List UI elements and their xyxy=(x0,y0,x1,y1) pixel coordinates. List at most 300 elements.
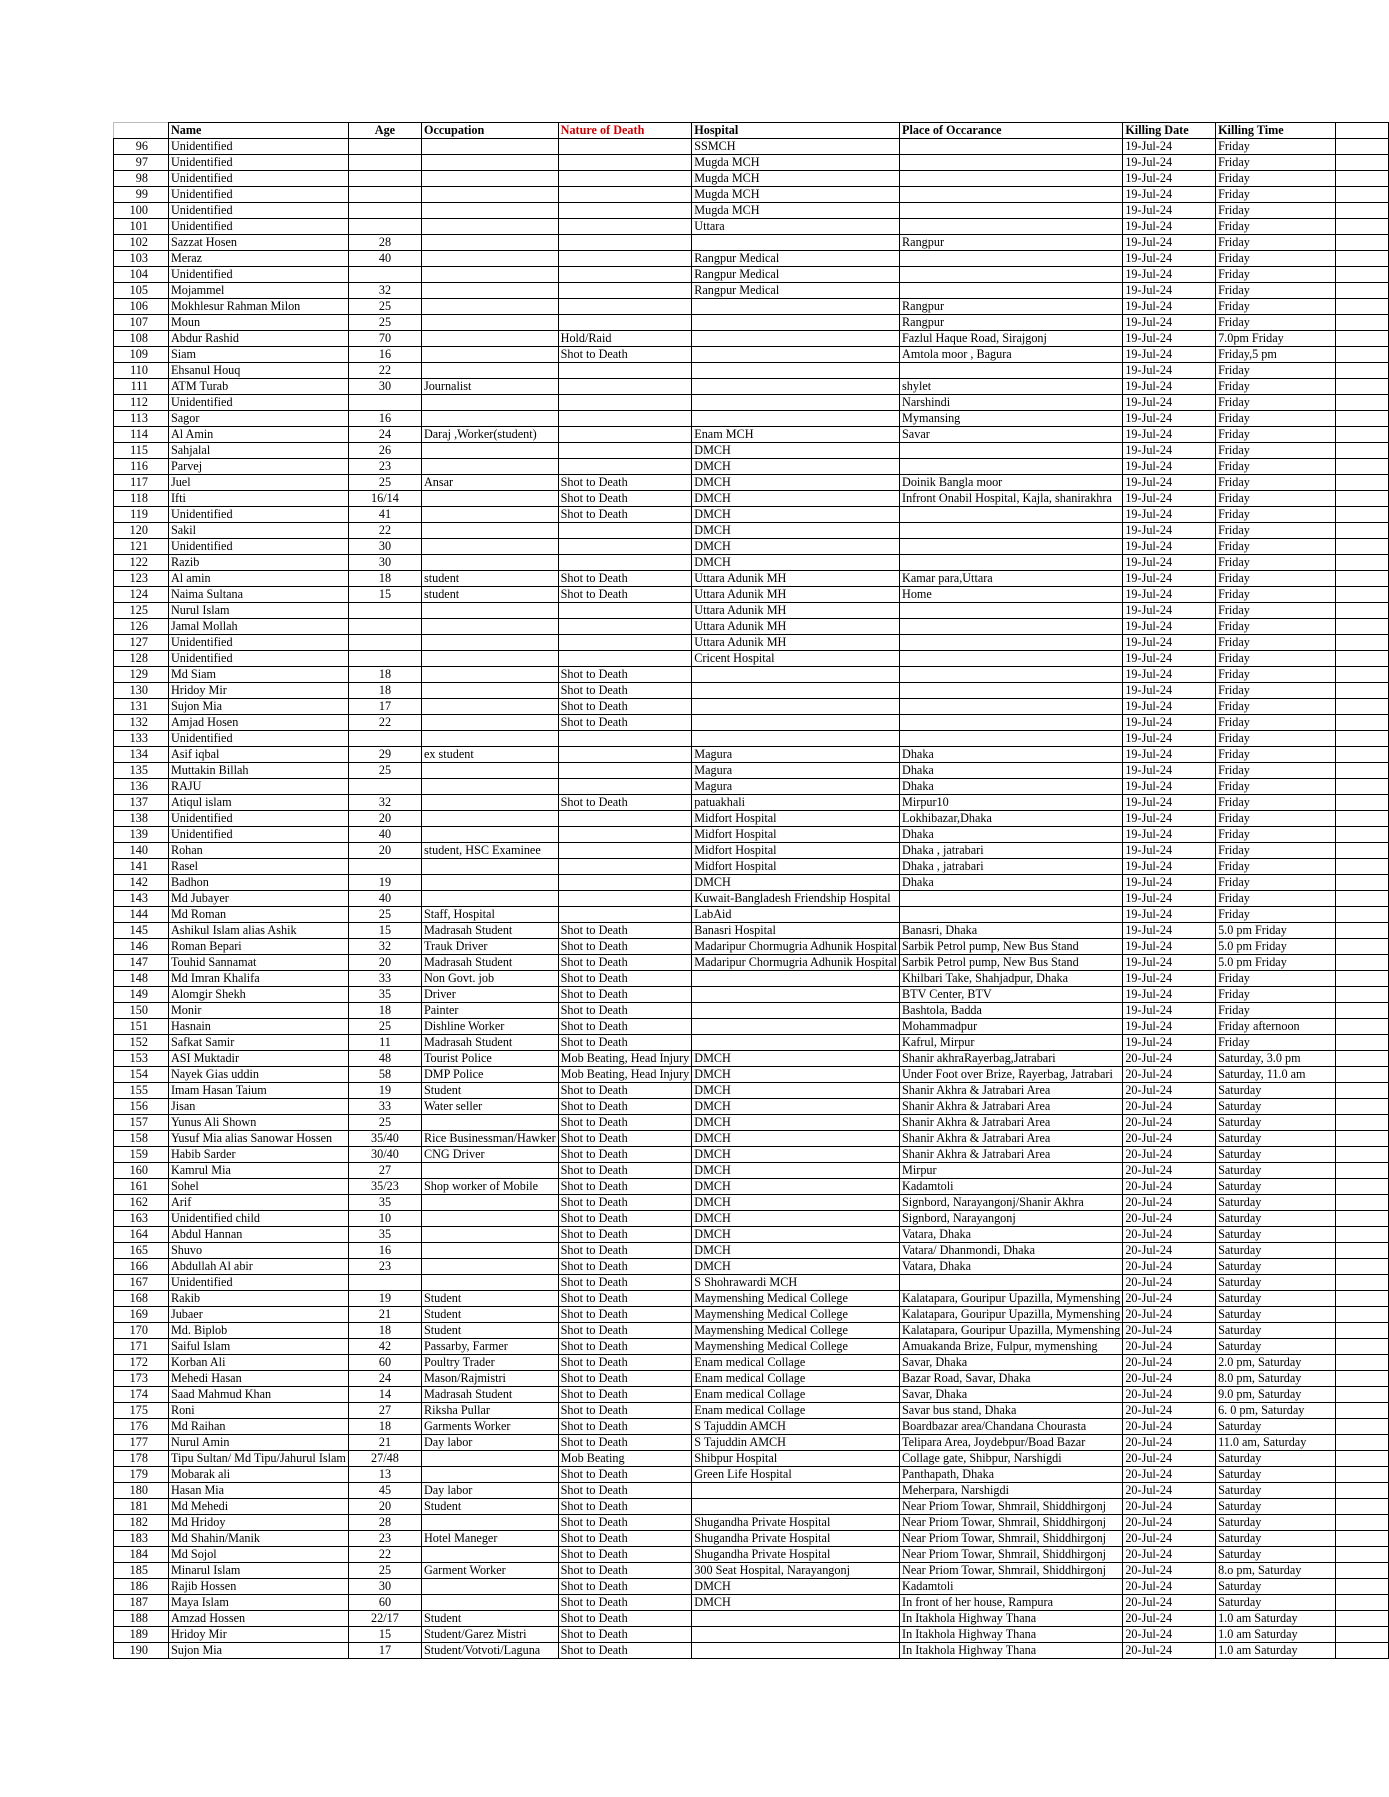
cell-number: 168 xyxy=(114,1291,169,1307)
cell-nature-of-death: Shot to Death xyxy=(558,1195,692,1211)
cell-name: Yunus Ali Shown xyxy=(168,1115,348,1131)
cell-nature-of-death: Shot to Death xyxy=(558,347,692,363)
cell-name: Md Roman xyxy=(168,907,348,923)
cell-occupation: Madrasah Student xyxy=(421,955,558,971)
cell-hospital: DMCH xyxy=(692,491,900,507)
cell-killing-time: Friday xyxy=(1216,667,1336,683)
cell-extra xyxy=(1336,859,1389,875)
cell-hospital: Enam medical Collage xyxy=(692,1355,900,1371)
cell-place: Shanir Akhra & Jatrabari Area xyxy=(900,1099,1123,1115)
cell-name: Hasnain xyxy=(168,1019,348,1035)
cell-age: 22/17 xyxy=(348,1611,421,1627)
cell-nature-of-death: Shot to Death xyxy=(558,1259,692,1275)
cell-occupation: Journalist xyxy=(421,379,558,395)
table-row xyxy=(114,555,1389,571)
cell-killing-time: Friday xyxy=(1216,283,1336,299)
cell-nature-of-death xyxy=(558,379,692,395)
cell-occupation xyxy=(421,1515,558,1531)
cell-name: Alomgir Shekh xyxy=(168,987,348,1003)
cell-age: 21 xyxy=(348,1435,421,1451)
cell-nature-of-death: Shot to Death xyxy=(558,571,692,587)
cell-age: 16 xyxy=(348,411,421,427)
cell-age: 19 xyxy=(348,875,421,891)
cell-extra xyxy=(1336,539,1389,555)
cell-nature-of-death: Shot to Death xyxy=(558,667,692,683)
cell-hospital: DMCH xyxy=(692,1243,900,1259)
cell-number: 109 xyxy=(114,347,169,363)
cell-killing-date: 19-Jul-24 xyxy=(1123,779,1216,795)
cell-occupation: Madrasah Student xyxy=(421,1035,558,1051)
cell-nature-of-death xyxy=(558,219,692,235)
cell-age: 30 xyxy=(348,1579,421,1595)
cell-place: Kalatapara, Gouripur Upazilla, Mymenshing xyxy=(900,1307,1123,1323)
cell-killing-time: 8.o pm, Saturday xyxy=(1216,1563,1336,1579)
cell-extra xyxy=(1336,923,1389,939)
cell-occupation xyxy=(421,523,558,539)
cell-place: Lokhibazar,Dhaka xyxy=(900,811,1123,827)
table-row xyxy=(114,1611,1389,1627)
cell-occupation: Hotel Maneger xyxy=(421,1531,558,1547)
cell-nature-of-death xyxy=(558,875,692,891)
cell-occupation: Painter xyxy=(421,1003,558,1019)
cell-killing-time: Friday xyxy=(1216,139,1336,155)
cell-name: Unidentified xyxy=(168,651,348,667)
cell-name: Razib xyxy=(168,555,348,571)
cell-age: 28 xyxy=(348,235,421,251)
cell-killing-time: Saturday xyxy=(1216,1211,1336,1227)
cell-killing-date: 20-Jul-24 xyxy=(1123,1259,1216,1275)
cell-occupation: Mason/Rajmistri xyxy=(421,1371,558,1387)
table-row xyxy=(114,443,1389,459)
cell-number: 99 xyxy=(114,187,169,203)
cell-age: 23 xyxy=(348,1259,421,1275)
table-row xyxy=(114,1435,1389,1451)
cell-occupation: Water seller xyxy=(421,1099,558,1115)
cell-age: 40 xyxy=(348,891,421,907)
cell-extra xyxy=(1336,1467,1389,1483)
cell-nature-of-death xyxy=(558,283,692,299)
cell-number: 97 xyxy=(114,155,169,171)
cell-killing-time: Saturday xyxy=(1216,1515,1336,1531)
cell-killing-date: 19-Jul-24 xyxy=(1123,1035,1216,1051)
cell-killing-time: Friday xyxy=(1216,171,1336,187)
cell-extra xyxy=(1336,491,1389,507)
cell-nature-of-death: Shot to Death xyxy=(558,971,692,987)
cell-number: 151 xyxy=(114,1019,169,1035)
cell-name: Parvej xyxy=(168,459,348,475)
table-row xyxy=(114,171,1389,187)
table-row xyxy=(114,715,1389,731)
cell-killing-time: 8.0 pm, Saturday xyxy=(1216,1371,1336,1387)
cell-extra xyxy=(1336,987,1389,1003)
cell-killing-time: Saturday xyxy=(1216,1323,1336,1339)
cell-occupation xyxy=(421,667,558,683)
cell-nature-of-death: Shot to Death xyxy=(558,1643,692,1659)
cell-extra xyxy=(1336,907,1389,923)
cell-occupation: Madrasah Student xyxy=(421,923,558,939)
cell-nature-of-death: Shot to Death xyxy=(558,507,692,523)
cell-killing-date: 19-Jul-24 xyxy=(1123,603,1216,619)
cell-killing-time: Friday xyxy=(1216,715,1336,731)
cell-nature-of-death: Shot to Death xyxy=(558,683,692,699)
cell-killing-time: Friday xyxy=(1216,843,1336,859)
cell-number: 169 xyxy=(114,1307,169,1323)
cell-killing-date: 20-Jul-24 xyxy=(1123,1211,1216,1227)
table-row xyxy=(114,1643,1389,1659)
cell-killing-date: 19-Jul-24 xyxy=(1123,843,1216,859)
cell-name: Tipu Sultan/ Md Tipu/Jahurul Islam xyxy=(168,1451,348,1467)
cell-name: Sahjalal xyxy=(168,443,348,459)
cell-killing-time: Friday xyxy=(1216,875,1336,891)
cell-number: 163 xyxy=(114,1211,169,1227)
cell-killing-time: Saturday xyxy=(1216,1083,1336,1099)
cell-killing-date: 20-Jul-24 xyxy=(1123,1563,1216,1579)
cell-hospital: Shugandha Private Hospital xyxy=(692,1531,900,1547)
cell-killing-time: Friday xyxy=(1216,571,1336,587)
cell-nature-of-death: Shot to Death xyxy=(558,795,692,811)
cell-name: Safkat Samir xyxy=(168,1035,348,1051)
cell-killing-time: Friday xyxy=(1216,203,1336,219)
cell-extra xyxy=(1336,763,1389,779)
table-row xyxy=(114,795,1389,811)
cell-name: Sujon Mia xyxy=(168,699,348,715)
cell-occupation xyxy=(421,1163,558,1179)
cell-name: ASI Muktadir xyxy=(168,1051,348,1067)
table-row xyxy=(114,1243,1389,1259)
cell-killing-time: 5.0 pm Friday xyxy=(1216,939,1336,955)
cell-place xyxy=(900,523,1123,539)
cell-killing-date: 19-Jul-24 xyxy=(1123,571,1216,587)
cell-place: Dhaka xyxy=(900,763,1123,779)
cell-hospital: Midfort Hospital xyxy=(692,811,900,827)
cell-age: 15 xyxy=(348,587,421,603)
cell-place xyxy=(900,187,1123,203)
cell-extra xyxy=(1336,1163,1389,1179)
cell-age: 22 xyxy=(348,523,421,539)
cell-hospital: DMCH xyxy=(692,1211,900,1227)
cell-killing-date: 19-Jul-24 xyxy=(1123,379,1216,395)
cell-killing-time: Friday,5 pm xyxy=(1216,347,1336,363)
cell-age: 18 xyxy=(348,571,421,587)
cell-age: 40 xyxy=(348,251,421,267)
table-row xyxy=(114,1163,1389,1179)
cell-age: 14 xyxy=(348,1387,421,1403)
table-row xyxy=(114,459,1389,475)
cell-nature-of-death xyxy=(558,907,692,923)
cell-hospital xyxy=(692,1003,900,1019)
cell-killing-time: 9.0 pm, Saturday xyxy=(1216,1387,1336,1403)
cell-killing-date: 19-Jul-24 xyxy=(1123,1019,1216,1035)
cell-extra xyxy=(1336,363,1389,379)
cell-killing-time: Friday xyxy=(1216,411,1336,427)
cell-nature-of-death: Mob Beating, Head Injury xyxy=(558,1067,692,1083)
cell-name: Unidentified xyxy=(168,139,348,155)
cell-killing-time: Friday xyxy=(1216,363,1336,379)
cell-place: Dhaka , jatrabari xyxy=(900,859,1123,875)
cell-number: 179 xyxy=(114,1467,169,1483)
cell-number: 123 xyxy=(114,571,169,587)
cell-nature-of-death xyxy=(558,267,692,283)
cell-age xyxy=(348,603,421,619)
cell-place xyxy=(900,267,1123,283)
cell-killing-time: Friday xyxy=(1216,731,1336,747)
cell-place: Rangpur xyxy=(900,315,1123,331)
cell-nature-of-death xyxy=(558,459,692,475)
cell-hospital: Maymenshing Medical College xyxy=(692,1339,900,1355)
cell-occupation xyxy=(421,1451,558,1467)
cell-number: 137 xyxy=(114,795,169,811)
cell-killing-time: Saturday xyxy=(1216,1499,1336,1515)
cell-occupation xyxy=(421,1595,558,1611)
table-row xyxy=(114,283,1389,299)
cell-nature-of-death: Shot to Death xyxy=(558,1403,692,1419)
cell-nature-of-death xyxy=(558,635,692,651)
table-row xyxy=(114,1195,1389,1211)
cell-killing-time: Friday xyxy=(1216,555,1336,571)
cell-killing-date: 20-Jul-24 xyxy=(1123,1595,1216,1611)
cell-hospital: DMCH xyxy=(692,1163,900,1179)
cell-number: 140 xyxy=(114,843,169,859)
cell-hospital: DMCH xyxy=(692,475,900,491)
cell-extra xyxy=(1336,427,1389,443)
cell-extra xyxy=(1336,1275,1389,1291)
cell-extra xyxy=(1336,315,1389,331)
table-row xyxy=(114,987,1389,1003)
cell-killing-time: Friday xyxy=(1216,795,1336,811)
cell-hospital: Uttara Adunik MH xyxy=(692,571,900,587)
cell-hospital xyxy=(692,1035,900,1051)
cell-number: 103 xyxy=(114,251,169,267)
cell-nature-of-death xyxy=(558,891,692,907)
cell-nature-of-death: Mob Beating, Head Injury xyxy=(558,1051,692,1067)
cell-place: Mirpur xyxy=(900,1163,1123,1179)
cell-number: 150 xyxy=(114,1003,169,1019)
cell-place xyxy=(900,667,1123,683)
cell-killing-time: Friday xyxy=(1216,747,1336,763)
cell-number: 187 xyxy=(114,1595,169,1611)
cell-extra xyxy=(1336,1323,1389,1339)
cell-number: 120 xyxy=(114,523,169,539)
cell-killing-time: Friday xyxy=(1216,619,1336,635)
table-row xyxy=(114,843,1389,859)
cell-killing-time: Friday xyxy=(1216,187,1336,203)
cell-age: 60 xyxy=(348,1595,421,1611)
cell-killing-date: 19-Jul-24 xyxy=(1123,619,1216,635)
cell-number: 129 xyxy=(114,667,169,683)
cell-killing-date: 19-Jul-24 xyxy=(1123,747,1216,763)
table-row xyxy=(114,1499,1389,1515)
cell-killing-time: Friday xyxy=(1216,651,1336,667)
cell-killing-date: 19-Jul-24 xyxy=(1123,715,1216,731)
cell-nature-of-death: Hold/Raid xyxy=(558,331,692,347)
cell-killing-time: Saturday xyxy=(1216,1227,1336,1243)
cell-age: 19 xyxy=(348,1291,421,1307)
cell-occupation xyxy=(421,699,558,715)
cell-place xyxy=(900,715,1123,731)
cell-extra xyxy=(1336,1243,1389,1259)
cell-killing-date: 20-Jul-24 xyxy=(1123,1627,1216,1643)
cell-place: Khilbari Take, Shahjadpur, Dhaka xyxy=(900,971,1123,987)
cell-hospital xyxy=(692,987,900,1003)
cell-hospital: DMCH xyxy=(692,1259,900,1275)
cell-place: Near Priom Towar, Shmrail, Shiddhirgonj xyxy=(900,1547,1123,1563)
table-row xyxy=(114,1403,1389,1419)
cell-number: 156 xyxy=(114,1099,169,1115)
header-number xyxy=(114,123,169,139)
cell-extra xyxy=(1336,1227,1389,1243)
cell-number: 128 xyxy=(114,651,169,667)
cell-occupation xyxy=(421,715,558,731)
cell-nature-of-death xyxy=(558,859,692,875)
cell-age: 18 xyxy=(348,1419,421,1435)
cell-nature-of-death xyxy=(558,827,692,843)
cell-nature-of-death xyxy=(558,363,692,379)
cell-killing-time: Friday xyxy=(1216,603,1336,619)
cell-place xyxy=(900,203,1123,219)
cell-extra xyxy=(1336,971,1389,987)
cell-hospital: DMCH xyxy=(692,507,900,523)
cell-number: 172 xyxy=(114,1355,169,1371)
cell-age: 32 xyxy=(348,939,421,955)
cell-place: In Itakhola Highway Thana xyxy=(900,1627,1123,1643)
cell-hospital: DMCH xyxy=(692,1099,900,1115)
header-killing-date: Killing Date xyxy=(1123,123,1216,139)
cell-hospital: DMCH xyxy=(692,1083,900,1099)
cell-number: 153 xyxy=(114,1051,169,1067)
cell-number: 98 xyxy=(114,171,169,187)
cell-age: 13 xyxy=(348,1467,421,1483)
cell-number: 178 xyxy=(114,1451,169,1467)
header-occupation: Occupation xyxy=(421,123,558,139)
cell-number: 161 xyxy=(114,1179,169,1195)
cell-hospital: Uttara Adunik MH xyxy=(692,635,900,651)
cell-occupation xyxy=(421,1467,558,1483)
cell-killing-date: 20-Jul-24 xyxy=(1123,1227,1216,1243)
cell-killing-time: Friday xyxy=(1216,971,1336,987)
cell-extra xyxy=(1336,1003,1389,1019)
cell-number: 104 xyxy=(114,267,169,283)
cell-killing-date: 19-Jul-24 xyxy=(1123,907,1216,923)
cell-place xyxy=(900,699,1123,715)
cell-name: Hridoy Mir xyxy=(168,683,348,699)
cell-place: Dhaka , jatrabari xyxy=(900,843,1123,859)
cell-killing-time: Friday xyxy=(1216,811,1336,827)
cell-age: 27 xyxy=(348,1163,421,1179)
cell-killing-date: 20-Jul-24 xyxy=(1123,1307,1216,1323)
cell-nature-of-death: Shot to Death xyxy=(558,1275,692,1291)
cell-name: Mokhlesur Rahman Milon xyxy=(168,299,348,315)
cell-occupation xyxy=(421,555,558,571)
table-row xyxy=(114,827,1389,843)
table-row xyxy=(114,1627,1389,1643)
cell-extra xyxy=(1336,299,1389,315)
cell-killing-date: 19-Jul-24 xyxy=(1123,395,1216,411)
cell-killing-date: 20-Jul-24 xyxy=(1123,1611,1216,1627)
cell-hospital xyxy=(692,363,900,379)
cell-killing-time: Saturday xyxy=(1216,1595,1336,1611)
cell-extra xyxy=(1336,795,1389,811)
cell-killing-date: 19-Jul-24 xyxy=(1123,827,1216,843)
cell-age: 40 xyxy=(348,827,421,843)
cell-killing-time: Saturday xyxy=(1216,1291,1336,1307)
table-row xyxy=(114,587,1389,603)
cell-nature-of-death: Shot to Death xyxy=(558,1163,692,1179)
table-row xyxy=(114,1211,1389,1227)
cell-occupation xyxy=(421,187,558,203)
table-row xyxy=(114,1275,1389,1291)
cell-name: Md Shahin/Manik xyxy=(168,1531,348,1547)
cell-killing-time: Friday xyxy=(1216,779,1336,795)
cell-hospital xyxy=(692,1611,900,1627)
cell-age xyxy=(348,635,421,651)
table-row xyxy=(114,619,1389,635)
cell-place: Boardbazar area/Chandana Chourasta xyxy=(900,1419,1123,1435)
table-row xyxy=(114,1227,1389,1243)
table-row xyxy=(114,1339,1389,1355)
table-row xyxy=(114,651,1389,667)
cell-name: Unidentified child xyxy=(168,1211,348,1227)
cell-place: Shanir Akhra & Jatrabari Area xyxy=(900,1147,1123,1163)
cell-hospital: Magura xyxy=(692,763,900,779)
cell-nature-of-death xyxy=(558,411,692,427)
cell-extra xyxy=(1336,459,1389,475)
cell-occupation xyxy=(421,827,558,843)
cell-killing-time: Saturday xyxy=(1216,1099,1336,1115)
cell-occupation xyxy=(421,635,558,651)
cell-nature-of-death xyxy=(558,139,692,155)
table-row xyxy=(114,939,1389,955)
cell-killing-date: 19-Jul-24 xyxy=(1123,987,1216,1003)
cell-nature-of-death xyxy=(558,651,692,667)
cell-hospital xyxy=(692,1019,900,1035)
cell-occupation xyxy=(421,203,558,219)
cell-number: 127 xyxy=(114,635,169,651)
cell-name: Sujon Mia xyxy=(168,1643,348,1659)
cell-nature-of-death: Shot to Death xyxy=(558,1499,692,1515)
cell-killing-date: 20-Jul-24 xyxy=(1123,1547,1216,1563)
cell-age: 10 xyxy=(348,1211,421,1227)
cell-extra xyxy=(1336,731,1389,747)
cell-place: Kamar para,Uttara xyxy=(900,571,1123,587)
cell-nature-of-death: Shot to Death xyxy=(558,1099,692,1115)
cell-hospital: DMCH xyxy=(692,523,900,539)
cell-hospital: Green Life Hospital xyxy=(692,1467,900,1483)
table-row xyxy=(114,1483,1389,1499)
cell-place: Vatara/ Dhanmondi, Dhaka xyxy=(900,1243,1123,1259)
cell-nature-of-death: Shot to Death xyxy=(558,1579,692,1595)
cell-extra xyxy=(1336,747,1389,763)
header-nature-of-death: Nature of Death xyxy=(558,123,692,139)
cell-killing-time: Friday xyxy=(1216,379,1336,395)
cell-extra xyxy=(1336,1291,1389,1307)
cell-killing-time: 1.0 am Saturday xyxy=(1216,1611,1336,1627)
cell-killing-date: 19-Jul-24 xyxy=(1123,539,1216,555)
cell-name: ATM Turab xyxy=(168,379,348,395)
cell-killing-date: 20-Jul-24 xyxy=(1123,1195,1216,1211)
cell-hospital xyxy=(692,331,900,347)
table-row xyxy=(114,779,1389,795)
cell-killing-time: Saturday xyxy=(1216,1243,1336,1259)
cell-nature-of-death: Shot to Death xyxy=(558,1355,692,1371)
cell-occupation: Student/Votvoti/Laguna xyxy=(421,1643,558,1659)
cell-number: 110 xyxy=(114,363,169,379)
cell-name: Unidentified xyxy=(168,827,348,843)
cell-killing-time: 5.0 pm Friday xyxy=(1216,955,1336,971)
cell-killing-date: 19-Jul-24 xyxy=(1123,523,1216,539)
cell-extra xyxy=(1336,939,1389,955)
cell-hospital xyxy=(692,715,900,731)
cell-place: Bashtola, Badda xyxy=(900,1003,1123,1019)
